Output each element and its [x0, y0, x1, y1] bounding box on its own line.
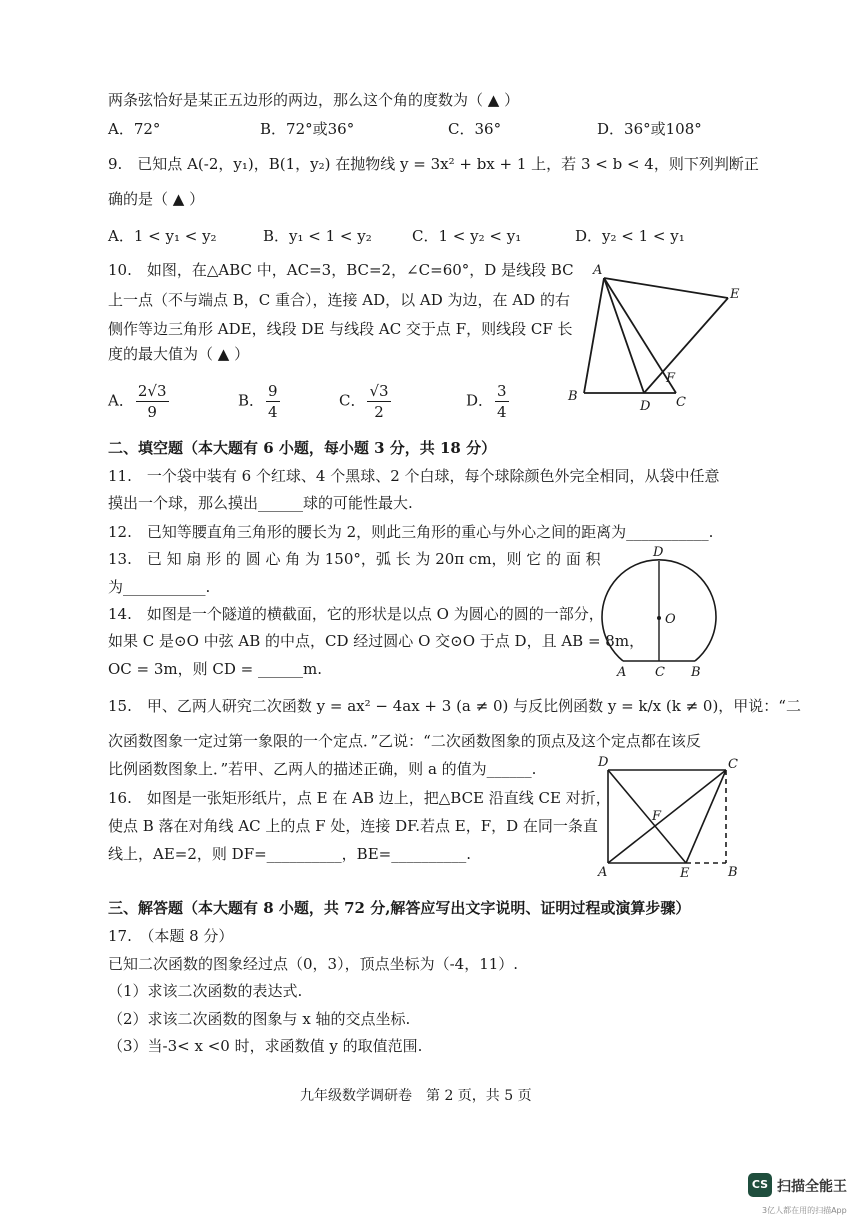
page-footer: 九年级数学调研卷 第 2 页，共 5 页 [300, 1088, 532, 1104]
q14-label-b: B [691, 665, 701, 680]
q9-option-b: B．y₁ < 1 < y₂ [263, 227, 372, 245]
q16-rectangle-figure [594, 752, 744, 880]
q14-stem-line3: OC = 3m，则 CD = ______m. [108, 660, 323, 678]
q10-stem-line1: 10. 如图，在△ABC 中，AC=3，BC=2，∠C=60°，D 是线段 BC [108, 261, 574, 279]
q10-option-a-label: A． [108, 391, 134, 410]
q10-option-d-numerator: 3 [497, 382, 507, 400]
q8-stem: 两条弦恰好是某正五边形的两边，那么这个角的度数为（ ▲ ） [108, 91, 520, 109]
q10-option-a-denominator: 9 [147, 403, 157, 421]
q11-stem-line1: 11. 一个袋中装有 6 个红球、4 个黑球、2 个白球，每个球除颜色外完全相同，从袋中任意 [108, 467, 720, 485]
q17-title: 17. （本题 8 分） [108, 927, 234, 945]
q10-option-c-denominator: 2 [374, 403, 384, 421]
q14-label-d: D [653, 545, 664, 560]
q10-label-e: E [730, 287, 740, 302]
q10-option-b-label: B． [238, 391, 265, 410]
q14-stem-line2: 如果 C 是⊙O 中弦 AB 的中点，CD 经过圆心 O 交⊙O 于点 D，且 AB = 8m， [108, 632, 645, 650]
q10-label-c: C [676, 395, 686, 410]
q10-label-f: F [666, 371, 676, 386]
q10-option-b-numerator: 9 [268, 382, 278, 400]
q16-stem-line2: 使点 B 落在对角线 AC 上的点 F 处，连接 DF.若点 E，F，D 在同一条直 [108, 817, 598, 835]
scanner-app-name: 扫描全能王 [777, 1179, 847, 1195]
q14-label-a: A [617, 665, 627, 680]
q14-label-c: C [655, 665, 665, 680]
q14-stem-line1: 14. 如图是一个隧道的横截面，它的形状是以点 O 为圆心的圆的一部分， [108, 605, 604, 623]
q17-part-1: （1）求该二次函数的表达式. [108, 982, 303, 1000]
q16-stem-line1: 16. 如图是一张矩形纸片，点 E 在 AB 边上，把△BCE 沿直线 CE 对折， [108, 789, 611, 807]
q9-stem-line1: 9. 已知点 A(-2，y₁)，B(1，y₂) 在抛物线 y = 3x² + bx + 1 上，若 3 < b < 4，则下列判断正 [108, 155, 759, 173]
q10-option-c [339, 381, 393, 422]
q10-option-c-numerator: √3 [369, 382, 389, 400]
q17-part-3: （3）当-3< x <0 时，求函数值 y 的取值范围. [108, 1037, 423, 1055]
q10-option-b [238, 381, 282, 422]
q8-option-a: A．72° [108, 120, 161, 138]
q17-stem: 已知二次函数的图象经过点（0，3），顶点坐标为（-4，11）. [108, 955, 519, 973]
q10-option-d-label: D． [466, 391, 494, 410]
q17-part-2: （2）求该二次函数的图象与 x 轴的交点坐标. [108, 1010, 411, 1028]
q16-label-f: F [652, 809, 662, 824]
q16-label-d: D [598, 755, 609, 770]
q11-stem-line2: 摸出一个球，那么摸出______球的可能性最大. [108, 494, 413, 512]
q14-tunnel-figure [595, 544, 730, 684]
scanner-tagline: 3亿人都在用的扫描App [762, 1206, 847, 1215]
q10-option-d-denominator: 4 [497, 403, 507, 421]
q10-stem-line2: 上一点（不与端点 B，C 重合），连接 AD，以 AD 为边，在 AD 的右 [108, 291, 570, 309]
section-3-heading: 三、解答题（本大题有 8 小题，共 72 分,解答应写出文字说明、证明过程或演算步骤） [108, 899, 691, 917]
q9-option-a: A．1 < y₁ < y₂ [108, 227, 217, 245]
section-2-heading: 二、填空题（本大题有 6 小题，每小题 3 分，共 18 分） [108, 439, 497, 457]
q8-option-d: D．36°或108° [597, 120, 702, 138]
q16-label-b: B [728, 865, 738, 880]
q10-option-d [466, 381, 511, 422]
q10-triangle-figure [560, 258, 750, 418]
q13-stem-line1: 13. 已 知 扇 形 的 圆 心 角 为 150°，弧 长 为 20π cm，则 它 的 面 积 [108, 550, 601, 568]
q13-stem-line2: 为___________. [108, 578, 211, 596]
q15-stem-line2: 次函数图象一定过第一象限的一个定点．”乙说：“二次函数图象的顶点及这个定点都在该反 [108, 732, 701, 750]
q14-label-o: O [665, 612, 676, 627]
q16-stem-line3: 线上，AE=2，则 DF=__________，BE=__________. [108, 845, 471, 863]
q15-stem-line3: 比例函数图象上．”若甲、乙两人的描述正确，则 a 的值为______. [108, 760, 537, 778]
q10-stem-line4: 度的最大值为（ ▲ ） [108, 345, 250, 363]
q15-stem-line1: 15. 甲、乙两人研究二次函数 y = ax² − 4ax + 3 (a ≠ 0) 与反比例函数 y = k/x (k ≠ 0)，甲说：“二 [108, 697, 801, 715]
q16-label-a: A [598, 865, 608, 880]
q10-label-a: A [593, 263, 603, 278]
q10-stem-line3: 侧作等边三角形 ADE，线段 DE 与线段 AC 交于点 F，则线段 CF 长 [108, 320, 573, 338]
q8-option-c: C．36° [448, 120, 502, 138]
q16-label-c: C [728, 757, 738, 772]
q9-stem-line2: 确的是（ ▲ ） [108, 190, 205, 208]
q10-option-a [108, 381, 171, 422]
q10-label-d: D [640, 399, 651, 414]
q12-stem: 12. 已知等腰直角三角形的腰长为 2，则此三角形的重心与外心之间的距离为___________. [108, 523, 714, 541]
q9-option-c: C．1 < y₂ < y₁ [412, 227, 522, 245]
q10-option-b-denominator: 4 [268, 403, 278, 421]
q16-label-e: E [680, 866, 690, 880]
q10-option-a-numerator: 2√3 [137, 382, 167, 400]
q10-label-b: B [568, 389, 578, 404]
camscanner-logo-icon: CS [748, 1173, 772, 1197]
q8-option-b: B．72°或36° [260, 120, 355, 138]
q10-option-c-label: C． [339, 391, 366, 410]
q9-option-d: D．y₂ < 1 < y₁ [575, 227, 685, 245]
